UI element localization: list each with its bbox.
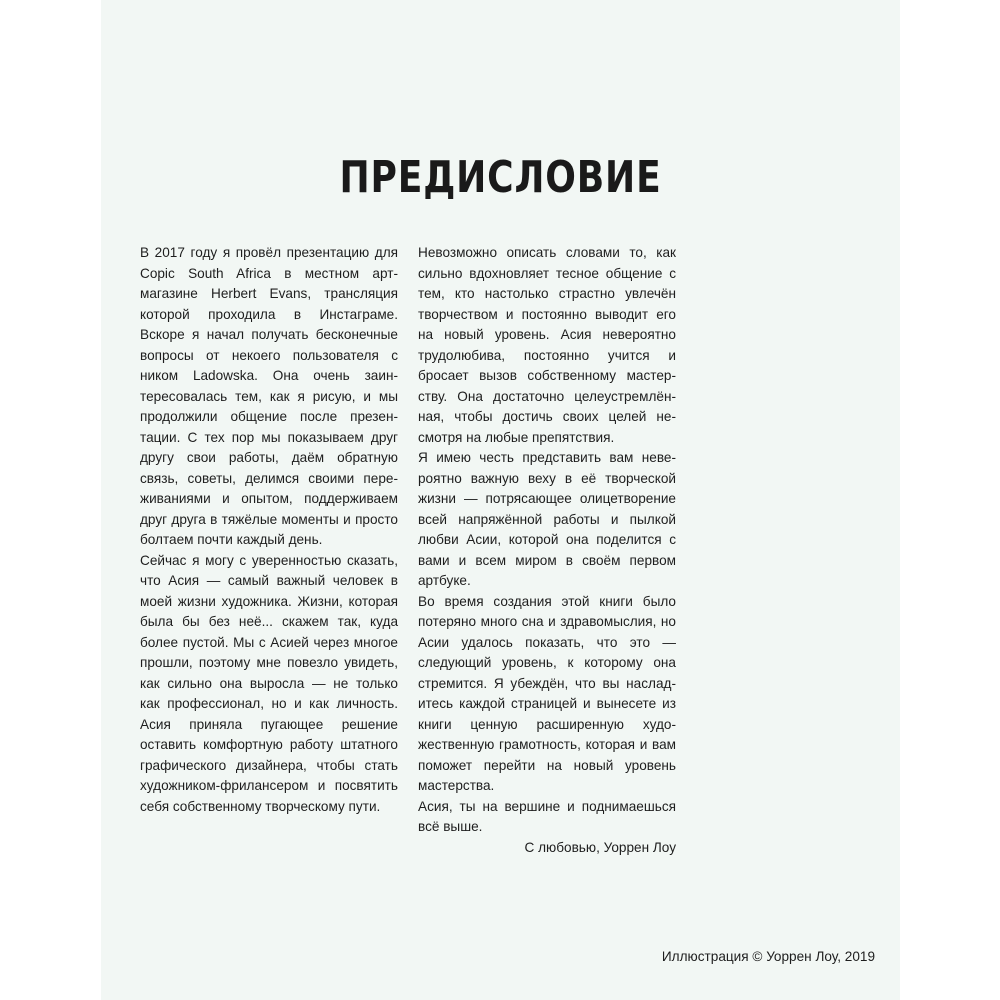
- paragraph: В 2017 году я провёл презентацию для Copic South Africa в местном арт-магазине Herbert Evans, трансляция которой проходила в Инстаграме. Вскоре я начал получать бесконечные вопросы от некоего пользователя с ником Ladowska. Она очень заинтересовалась тем, как я рисую, и мы продолжили общение после презентации. С тех пор мы показываем друг другу свои работы, даём обратную связь, советы, делимся своими переживаниями и опытом, поддерживаем друг друга в тяжёлые моменты и просто болтаем почти каждый день.: [140, 245, 398, 547]
- illustration-credit: Иллюстрация © Уоррен Лоу, 2019: [661, 949, 875, 964]
- signature: С любовью, Уоррен Лоу: [524, 839, 676, 855]
- paragraph: Я имею честь представить вам невероятно важную веху в её творческой жизни — потрясающее олицетворение всей напряжённой работы и пылкой любви Асии, которой она поделится с вами и всем миром в своём первом артбуке.: [418, 450, 676, 588]
- left-text-column: [140, 243, 398, 817]
- page-title: ПРЕДИСЛОВИЕ: [339, 152, 662, 203]
- paragraph: Во время создания этой книги было потеряно много сна и здравомыслия, но Асии удалось показать, что это — следующий уровень, к которому она стремится. Я убеждён, что вы насладитесь каждой страницей и вынесете из книги ценную расширенную художественную грамотность, которая и вам поможет перейти на новый уровень мастерства.: [418, 593, 676, 793]
- right-text-column: [418, 243, 676, 858]
- paragraph: Асия, ты на вершине и поднимаешься всё выше.: [418, 798, 676, 834]
- paragraph: Сейчас я могу с уверенностью сказать, что Асия — самый важный человек в моей жизни художника. Жизни, которая была бы без неё... скажем так, куда более пустой. Мы с Асией через многое прошли, поэтому мне повезло увидеть, как сильно она выросла — не только как профессионал, но и как личность. Асия приняла пугающее решение оставить комфортную работу штатного графического дизайнера, чтобы стать художником-фрилансером и посвятить себя собственному творческому пути.: [140, 552, 398, 814]
- paragraph: Невозможно описать словами то, как сильно вдохновляет тесное общение с тем, кто настолько страстно увлечён творчеством и постоянно выводит его на новый уровень. Асия невероятно трудолюбива, постоянно учится и бросает вызов собственному мастерству. Она достаточно целеустремлённая, чтобы достичь своих целей несмотря на любые препятствия.: [418, 245, 676, 445]
